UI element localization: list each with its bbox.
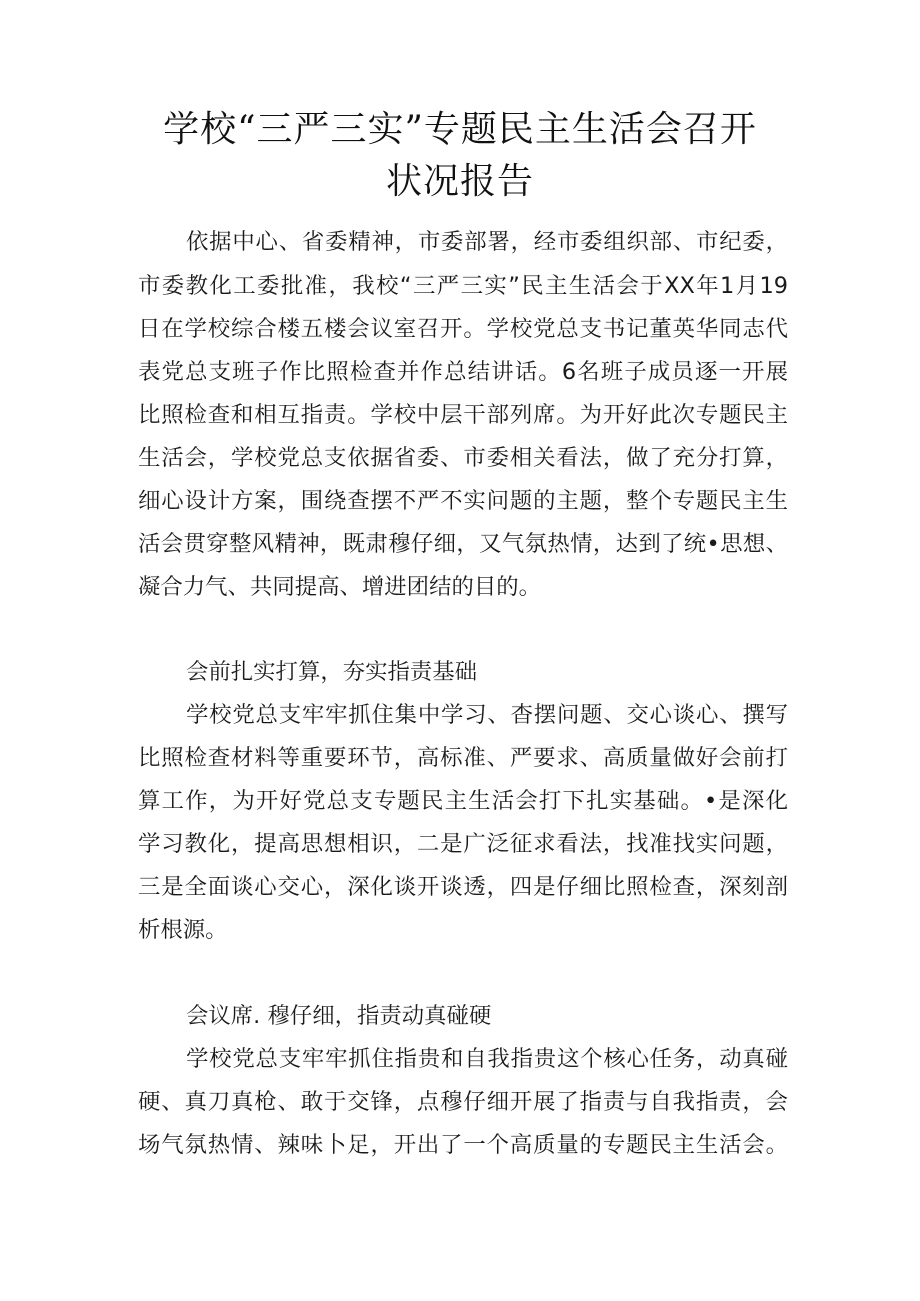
paragraph-2-line-2: 比照检查材料等重要环节，高标准、严要求、高质量做好会前打	[138, 745, 788, 771]
paragraph-2-line-1: 学校党总支牢牢抓住集中学习、杳摆问题、交心谈心、撰写	[186, 702, 788, 728]
paragraph-2-line-4: 学习教化，提高思想相识，二是广泛征求看法，找准找实问题，	[138, 831, 788, 857]
paragraph-3-line-1: 学校党总支牢牢抓住指贵和自我指贵这个核心任务，动真碰	[186, 1046, 788, 1072]
document-title-line-2: 状况报告	[385, 161, 534, 202]
document-title-line-1: 学校“三严三实”专题民主生活会召开	[163, 109, 757, 150]
paragraph-1-line-4: 表党总支班子作比照检查并作总结讲话。6名班子成员逐一开展	[138, 359, 788, 385]
paragraph-3-line-2: 硬、真刀真枪、敢于交锋，点穆仔细开展了指责与自我指责，会	[138, 1089, 788, 1115]
paragraph-1-line-2: 市委教化工委批准，我校“三严三实”民主生活会于XX年1月19	[138, 273, 788, 299]
paragraph-1-line-9: 凝合力气、共同提高、增进团结的目的。	[138, 574, 542, 600]
paragraph-1-line-6: 生活会，学校党总支依据省委、市委相关看法，做了充分打算，	[138, 445, 788, 471]
section-heading-2: 会议席. 穆仔细，指责动真碰硬	[186, 1003, 492, 1029]
paragraph-2-line-3: 算工作，为开好党总支专题民主生活会打下扎实基础。•是深化	[138, 788, 788, 814]
paragraph-1-line-8: 活会贯穿整风精神，既肃穆仔细，又气氛热情，达到了统•思想、	[138, 531, 788, 557]
paragraph-1-line-3: 日在学校综合楼五楼会议室召开。学校党总支书记董英华同志代	[138, 316, 788, 342]
paragraph-1-line-7: 细心设计方案，围绕查摆不严不实问题的主题，整个专题民主生	[138, 488, 788, 514]
paragraph-1-line-1: 依据中心、省委精神，市委部署，经市委组织部、市纪委，	[186, 229, 788, 255]
paragraph-2-line-5: 三是全面谈心交心，深化谈开谈透，四是仔细比照检查，深刻剖	[138, 874, 788, 900]
paragraph-2-line-6: 析根源。	[138, 917, 228, 943]
paragraph-1-line-5: 比照检查和相互指责。学校中层干部列席。为开好此次专题民主	[138, 402, 788, 428]
paragraph-3-line-3: 场气氛热情、辣味卜足，开出了一个高质量的专题民主生活会。	[138, 1132, 788, 1158]
section-heading-1: 会前扎实打算，夯实指责基础	[186, 659, 478, 685]
